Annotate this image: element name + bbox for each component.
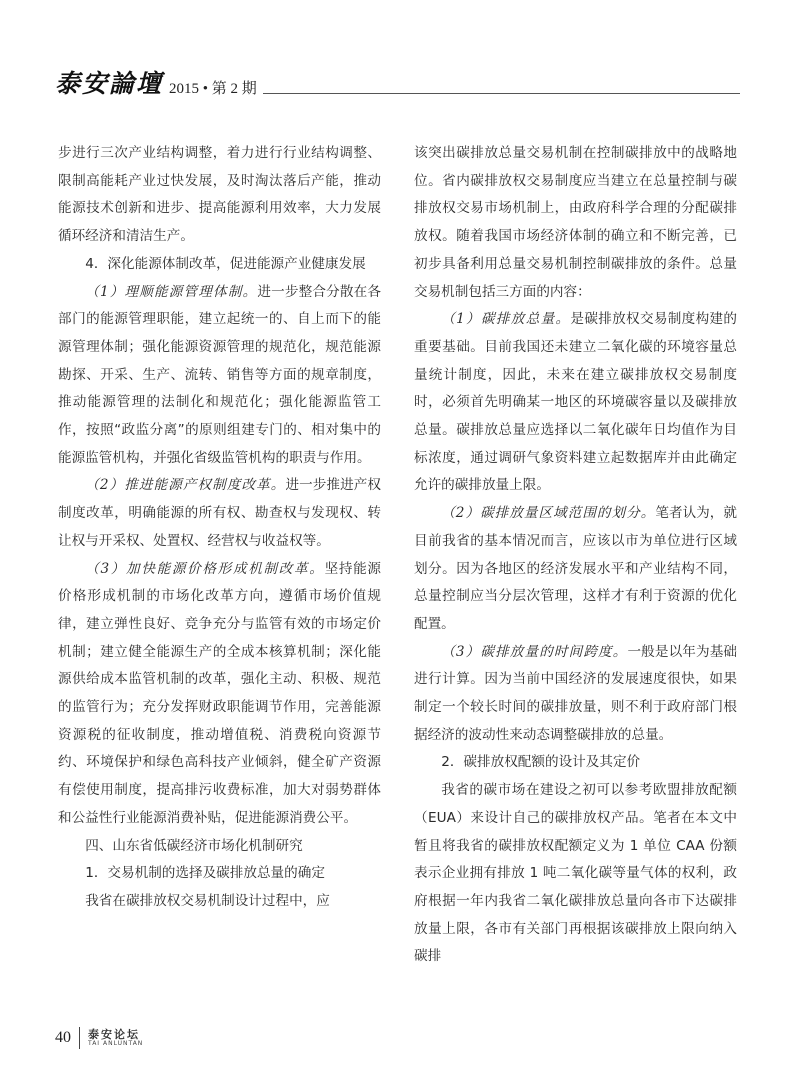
subsection-heading: 4．深化能源体制改革，促进能源产业健康发展 xyxy=(85,255,366,272)
paragraph: 该突出碳排放总量交易机制在控制碳排放中的战略地位。省内碳排放权交易制度应当建立在总量控制与碳排放权交易市场机制上，由政府科学合理的分配碳排放权。随着我国市场经济体制的确立和不断完善，已初步具备利用总量交易机制控制碳排放的条件。总量交易机制包括三方面的内容： xyxy=(414,145,737,300)
section-heading: 四、山东省低碳经济市场化机制研究 xyxy=(85,837,303,854)
footer-journal-name-en: TAI ANLUNTAN xyxy=(88,1039,144,1047)
right-column xyxy=(414,140,737,971)
list-item xyxy=(414,639,737,750)
paragraph: 步进行三次产业结构调整，着力进行行业结构调整、限制高能耗产业过快发展，及时淘汰落后产能，推动能源技术创新和进步、提高能源利用效率，大力发展循环经济和清洁生产。 xyxy=(58,145,381,245)
footer-journal-logo xyxy=(88,1029,143,1048)
list-item xyxy=(58,556,381,833)
list-item xyxy=(414,306,737,500)
paragraph: 我省在碳排放权交易机制设计过程中，应 xyxy=(85,892,330,909)
footer-divider xyxy=(79,1027,80,1049)
subsection-heading: 1．交易机制的选择及碳排放总量的确定 xyxy=(85,865,325,882)
list-item xyxy=(58,472,381,555)
item-title: （1）碳排放总量。 xyxy=(441,311,571,328)
page-footer xyxy=(55,1018,143,1058)
item-body: 坚持能源价格形成机制的市场化改革方向，遵循市场价值规律，建立弹性良好、竞争充分与监管有效的市场定价机制；建立健全能源生产的全成本核算机制；深化能源供给成本监管机制的改革，强化主动、积极、规范的监管行为；充分发挥财政职能调节作用，完善能源资源税的征收制度，推动增值税、消费税向资源节约、环境保护和绿色高科技产业倾斜，健全矿产资源有偿使用制度，提高排污收费标准，加大对弱势群体和公益性行业能源消费补贴，促进能源消费公平。 xyxy=(58,560,382,826)
list-item xyxy=(414,500,737,639)
item-body: 进一步推进产权制度改革，明确能源的所有权、勘查权与发现权、转让权与开采权、处置权、经营权与收益权等。 xyxy=(58,477,381,549)
item-body: 一般是以年为基础进行计算。因为当前中国经济的发展速度很快，如果制定一个较长时间的碳排放量，则不利于政府部门根据经济的波动性来动态调整碳排放的总量。 xyxy=(414,643,738,743)
item-title: （2）推进能源产权制度改革。 xyxy=(85,477,286,494)
journal-logo: 泰安論壇 xyxy=(55,69,164,98)
page-number: 40 xyxy=(55,1029,71,1046)
header-rule xyxy=(263,93,740,94)
footer-journal-name: 泰安论坛 xyxy=(88,1027,140,1041)
item-title: （3）加快能源价格形成机制改革。 xyxy=(85,560,325,577)
paragraph: 我省的碳市场在建设之初可以参考欧盟排放配额（EUA）来设计自己的碳排放权产品。笔者在本文中暂且将我省的碳排放权配额定义为 1 单位 CAA 份额表示企业拥有排放 1 吨二氧化碳等量气体的权利，政府根据一年内我省二氧化碳排放总量向各市下达碳排放量上限，各市有关部门再根据该碳排放上限向纳入碳排 xyxy=(414,782,737,965)
issue-label: 2015 • 第 2 期 xyxy=(169,81,257,97)
item-body: 进一步整合分散在各部门的能源管理职能，建立起统一的、自上而下的能源管理体制；强化能源资源管理的规范化，规范能源勘探、开采、生产、流转、销售等方面的规章制度，推动能源管理的法制化和规范化；强化能源监管工作，按照“政监分离”的原则组建专门的、相对集中的能源监管机构，并强化省级监管机构的职责与作用。 xyxy=(58,283,381,466)
item-title: （2）碳排放量区域范围的划分。 xyxy=(441,505,656,522)
running-header xyxy=(55,70,740,100)
left-column xyxy=(58,140,381,916)
subsection-heading: 2．碳排放权配额的设计及其定价 xyxy=(441,754,641,771)
item-title: （1）理顺能源管理体制。 xyxy=(85,283,258,300)
item-body: 是碳排放权交易制度构建的重要基础。目前我国还未建立二氧化碳的环境容量总量统计制度，因此，未来在建立碳排放权交易制度时，必须首先明确某一地区的环境碳容量以及碳排放总量。碳排放总量应选择以二氧化碳年日均值作为目标浓度，通过调研气象资料建立起数据库并由此确定允许的碳排放量上限。 xyxy=(414,311,738,494)
item-title: （3）碳排放量的时间跨度。 xyxy=(441,643,628,660)
list-item xyxy=(58,279,381,473)
item-body: 笔者认为，就目前我省的基本情况而言，应该以市为单位进行区域划分。因为各地区的经济发展水平和产业结构不同，总量控制应当分层次管理，这样才有利于资源的优化配置。 xyxy=(414,505,737,632)
